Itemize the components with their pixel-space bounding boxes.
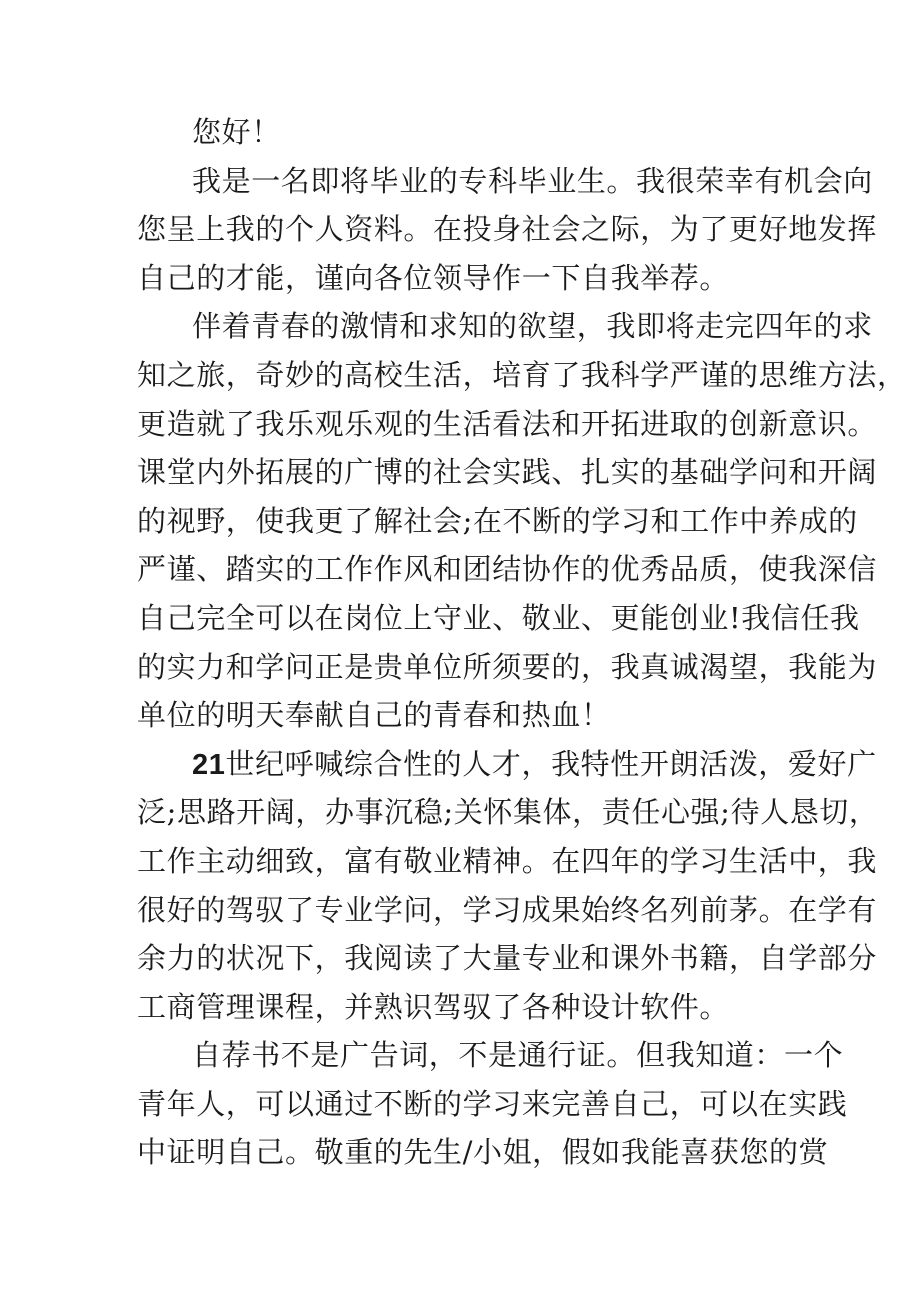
paragraph-line: 单位的明天奉献自己的青春和热血！ (137, 698, 611, 733)
paragraph-line: 自己完全可以在岗位上守业、敬业、更能创业!我信任我 (137, 600, 860, 635)
century-number: 21 (192, 748, 226, 781)
paragraph-line: 伴着青春的激情和求知的欲望，我即将走完四年的求 (192, 309, 873, 344)
paragraph-line: 更造就了我乐观乐观的生活看法和开拓进取的创新意识。 (137, 406, 878, 441)
paragraph-line: 严谨、踏实的工作作风和团结协作的优秀品质，使我深信 (137, 552, 878, 587)
paragraph-line: 自荐书不是广告词，不是通行证。但我知道：一个 (192, 1038, 844, 1073)
paragraph-line: 我是一名即将毕业的专科毕业生。我很荣幸有机会向 (192, 163, 873, 198)
paragraph-line: 中证明自己。敬重的先生/小姐，假如我能喜获您的赏 (137, 1135, 829, 1170)
paragraph-line: 泛;思路开阔，办事沉稳;关怀集体，责任心强;待人恳切， (137, 795, 879, 830)
paragraph-1 (137, 157, 878, 303)
paragraph-line-rest: 世纪呼喊综合性的人才，我特性开朗活泼，爱好广 (225, 746, 877, 781)
paragraph-4 (137, 1031, 848, 1177)
paragraph-2 (137, 302, 907, 739)
paragraph-line: 的实力和学问正是贵单位所须要的，我真诚渴望，我能为 (137, 649, 878, 684)
paragraph-line: 工作主动细致，富有敬业精神。在四年的学习生活中，我 (137, 843, 878, 878)
paragraph-line: 的视野，使我更了解社会;在不断的学习和工作中养成的 (137, 503, 858, 538)
paragraph-line: 工商管理课程，并熟识驾驭了各种设计软件。 (137, 989, 730, 1024)
greeting: 您好！ (192, 115, 281, 149)
paragraph-line: 余力的状况下，我阅读了大量专业和课外书籍，自学部分 (137, 941, 878, 976)
paragraph-line: 知之旅，奇妙的高校生活，培育了我科学严谨的思维方法， (137, 357, 907, 392)
paragraph-3 (137, 740, 879, 1032)
paragraph-line: 您呈上我的个人资料。在投身社会之际，为了更好地发挥 (137, 212, 878, 247)
paragraph-line: 课堂内外拓展的广博的社会实践、扎实的基础学问和开阔 (137, 455, 878, 490)
paragraph-line: 很好的驾驭了专业学问，学习成果始终名列前茅。在学有 (137, 892, 878, 927)
paragraph-line: 自己的才能，谨向各位领导作一下自我举荐。 (137, 260, 730, 295)
letter-body (137, 108, 907, 1177)
paragraph-line: 青年人，可以通过不断的学习来完善自己，可以在实践 (137, 1086, 848, 1121)
paragraph-first-line (137, 740, 877, 789)
